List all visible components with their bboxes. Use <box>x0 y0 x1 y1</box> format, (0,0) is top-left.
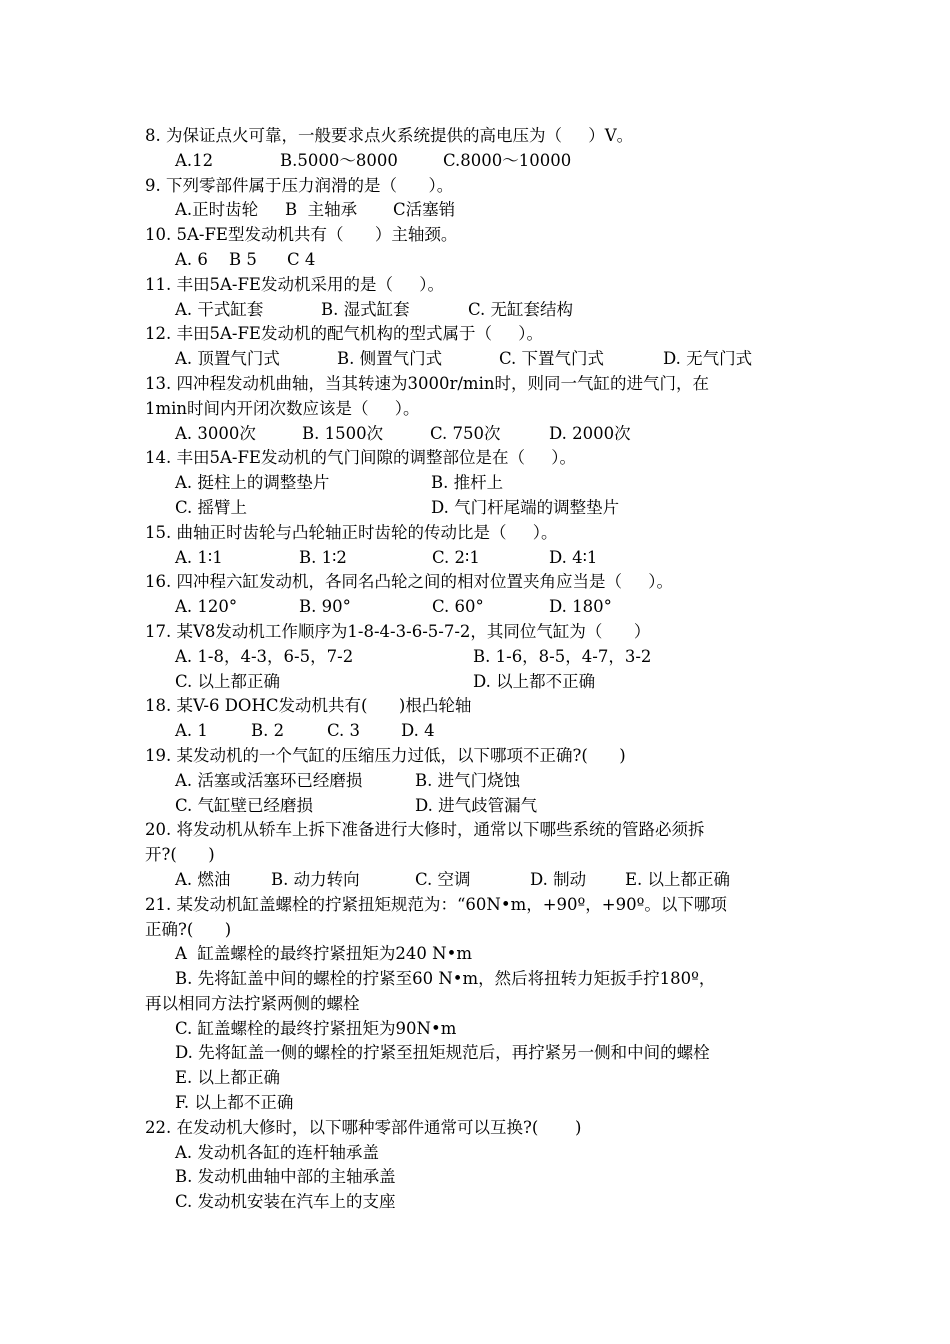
option-choice: D. 4∶1 <box>549 547 598 567</box>
option-choice: B. 推杆上 <box>431 473 504 493</box>
option-choice: C. 3 <box>327 721 361 741</box>
option-choice: C.8000～10000 <box>443 150 572 170</box>
option-line: A. 发动机各缸的连杆轴承盖 <box>175 1142 379 1162</box>
option-choice: E. 以上都正确 <box>625 869 731 889</box>
option-choice: D. 进气歧管漏气 <box>415 795 538 815</box>
option-choice: D. 2000次 <box>549 423 631 443</box>
question-line: 16. 四冲程六缸发动机，各同名凸轮之间的相对位置夹角应当是（ ）。 <box>145 572 673 592</box>
question-line: 15. 曲轴正时齿轮与凸轮轴正时齿轮的传动比是（ ）。 <box>145 522 558 542</box>
option-line: F. 以上都不正确 <box>175 1093 294 1113</box>
option-line <box>145 868 835 893</box>
question-line: 10. 5A-FE型发动机共有（ ）主轴颈。 <box>145 225 458 245</box>
option-choice: C. 气缸壁已经磨损 <box>175 795 314 815</box>
option-line: B. 发动机曲轴中部的主轴承盖 <box>175 1167 396 1187</box>
question-line: 19. 某发动机的一个气缸的压缩压力过低，以下哪项不正确?( ) <box>145 745 626 765</box>
question-line: 开?( ) <box>145 845 215 865</box>
option-line <box>145 794 835 819</box>
option-line <box>145 422 835 447</box>
option-choice: A. 1-8，4-3，6-5，7-2 <box>175 646 354 666</box>
option-choice: A. 1 <box>175 721 208 741</box>
question-line: 再以相同方法拧紧两侧的螺栓 <box>145 993 360 1013</box>
option-choice: D. 4 <box>401 721 435 741</box>
option-line: C. 发动机安装在汽车上的支座 <box>175 1192 396 1212</box>
question-line: 18. 某V-6 DOHC发动机共有( )根凸轮轴 <box>145 696 472 716</box>
question-line: 17. 某V8发动机工作顺序为1-8-4-3-6-5-7-2，其同位气缸为（ ） <box>145 621 651 641</box>
option-line <box>145 198 835 223</box>
option-choice: B. 90° <box>299 597 351 617</box>
option-line <box>145 769 835 794</box>
option-choice: B. 1∶2 <box>299 547 347 567</box>
question-line: 12. 丰田5A-FE发动机的配气机构的型式属于（ ）。 <box>145 324 543 344</box>
option-choice: C活塞销 <box>393 200 456 220</box>
option-line <box>145 298 835 323</box>
option-line: B. 先将缸盖中间的螺栓的拧紧至60 N•m，然后将扭转力矩扳手拧180º， <box>175 969 716 989</box>
option-line: E. 以上都正确 <box>175 1068 281 1088</box>
option-choice: C. 750次 <box>430 423 501 443</box>
option-choice: B. 1500次 <box>302 423 384 443</box>
option-line <box>145 645 835 670</box>
option-choice: C. 2∶1 <box>432 547 480 567</box>
option-line <box>145 546 835 571</box>
option-choice: B 5 <box>229 249 257 269</box>
option-choice: D. 以上都不正确 <box>473 671 596 691</box>
option-line <box>145 496 835 521</box>
option-line <box>145 595 835 620</box>
question-line: 21. 某发动机缸盖螺栓的拧紧扭矩规范为：“60N•m，+90º，+90º。以下哪项 <box>145 894 727 914</box>
option-choice: B. 侧置气门式 <box>337 349 443 369</box>
question-line: 14. 丰田5A-FE发动机的气门间隙的调整部位是在（ ）。 <box>145 448 576 468</box>
option-choice: D. 制动 <box>530 869 587 889</box>
option-line <box>145 248 835 273</box>
option-choice: A.12 <box>175 150 214 170</box>
option-choice: A.正时齿轮 <box>175 200 259 220</box>
option-choice: B. 湿式缸套 <box>321 299 410 319</box>
option-choice: A. 120° <box>175 597 238 617</box>
option-choice: C. 60° <box>432 597 484 617</box>
option-line: D. 先将缸盖一侧的螺栓的拧紧至扭矩规范后，再拧紧另一侧和中间的螺栓 <box>175 1043 710 1063</box>
option-choice: C. 空调 <box>415 869 471 889</box>
option-choice: B.5000～8000 <box>280 150 398 170</box>
option-choice: C. 摇臂上 <box>175 497 248 517</box>
option-choice: A. 挺柱上的调整垫片 <box>175 473 330 493</box>
exam-question-list <box>145 124 835 1215</box>
option-choice: A. 燃油 <box>175 869 231 889</box>
option-line <box>145 471 835 496</box>
option-line <box>145 719 835 744</box>
option-choice: A. 活塞或活塞环已经磨损 <box>175 770 363 790</box>
option-choice: B 主轴承 <box>285 200 358 220</box>
question-line: 9. 下列零部件属于压力润滑的是（ ）。 <box>145 175 454 195</box>
option-choice: C. 无缸套结构 <box>468 299 574 319</box>
question-line: 11. 丰田5A-FE发动机采用的是（ ）。 <box>145 274 444 294</box>
option-line <box>145 670 835 695</box>
option-choice: D. 气门杆尾端的调整垫片 <box>431 497 620 517</box>
option-choice: A. 1∶1 <box>175 547 223 567</box>
option-choice: C. 下置气门式 <box>499 349 605 369</box>
option-choice: B. 1-6，8-5，4-7，3-2 <box>473 646 652 666</box>
option-choice: B. 进气门烧蚀 <box>415 770 521 790</box>
option-choice: D. 无气门式 <box>663 349 753 369</box>
question-line: 1min时间内开闭次数应该是（ ）。 <box>145 398 420 418</box>
option-line: C. 缸盖螺栓的最终拧紧扭矩为90N•m <box>175 1018 457 1038</box>
option-choice: A. 顶置气门式 <box>175 349 280 369</box>
question-line: 22. 在发动机大修时，以下哪种零部件通常可以互换?( ) <box>145 1117 582 1137</box>
option-line <box>145 149 835 174</box>
question-line: 8. 为保证点火可靠，一般要求点火系统提供的高电压为（ ）V。 <box>145 126 634 145</box>
option-choice: B. 2 <box>251 721 285 741</box>
option-choice: A. 6 <box>175 249 208 269</box>
question-line: 正确?( ) <box>145 919 232 939</box>
option-choice: D. 180° <box>549 597 612 617</box>
question-line: 13. 四冲程发动机曲轴，当其转速为3000r/min时，则同一气缸的进气门，在 <box>145 373 709 393</box>
option-choice: A. 3000次 <box>175 423 256 443</box>
option-line: A 缸盖螺栓的最终拧紧扭矩为240 N•m <box>175 944 472 964</box>
option-choice: B. 动力转向 <box>271 869 360 889</box>
question-line: 20. 将发动机从轿车上拆下准备进行大修时，通常以下哪些系统的管路必须拆 <box>145 820 705 840</box>
option-choice: C 4 <box>287 249 316 269</box>
option-choice: C. 以上都正确 <box>175 671 281 691</box>
option-line <box>145 347 835 372</box>
option-choice: A. 干式缸套 <box>175 299 264 319</box>
